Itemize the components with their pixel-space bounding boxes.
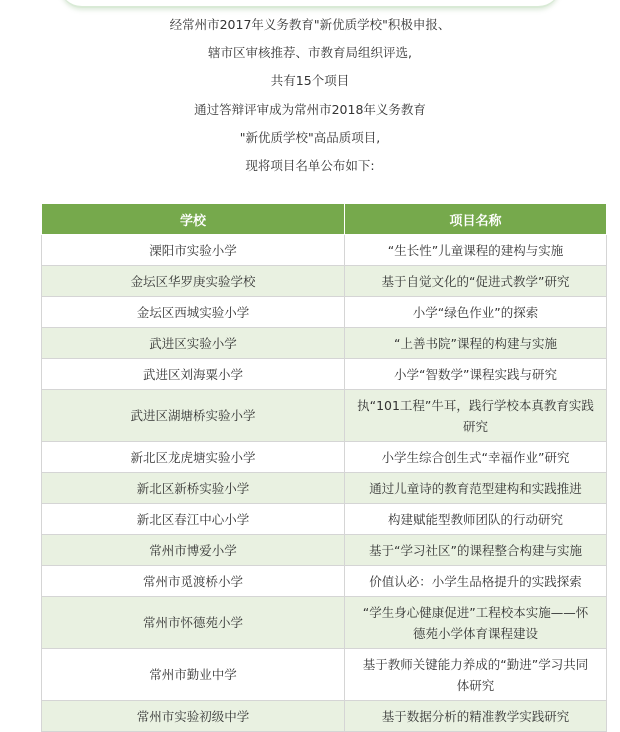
project-cell: 通过儿童诗的教育范型建构和实践推进	[345, 473, 607, 504]
project-cell: 小学“智数学”课程实践与研究	[345, 359, 607, 390]
intro-text	[0, 11, 620, 180]
table-row	[42, 597, 607, 649]
table-row	[42, 390, 607, 442]
table-row	[42, 504, 607, 535]
table-row	[42, 473, 607, 504]
school-cell: 常州市觅渡桥小学	[42, 566, 345, 597]
column-header-project: 项目名称	[345, 204, 607, 235]
project-cell: “上善书院”课程的构建与实施	[345, 328, 607, 359]
table-row	[42, 566, 607, 597]
intro-line: 通过答辩评审成为常州市2018年义务教育	[194, 101, 426, 117]
school-cell: 新北区龙虎塘实验小学	[42, 442, 345, 473]
project-cell: 小学“绿色作业”的探索	[345, 297, 607, 328]
school-cell: 武进区刘海粟小学	[42, 359, 345, 390]
project-cell: “学生身心健康促进”工程校本实施——怀德苑小学体育课程建设	[345, 597, 607, 649]
table-row	[42, 535, 607, 566]
table-row	[42, 297, 607, 328]
column-header-school: 学校	[42, 204, 345, 235]
project-cell: 基于教师关键能力养成的“勤进”学习共同体研究	[345, 649, 607, 701]
intro-line: 现将项目名单公布如下:	[245, 157, 375, 173]
project-cell: 基于数据分析的精准教学实践研究	[345, 701, 607, 732]
intro-line: 辖市区审核推荐、市教育局组织评选,	[208, 45, 412, 61]
table-row	[42, 701, 607, 732]
school-cell: 金坛区华罗庚实验学校	[42, 266, 345, 297]
table-row	[42, 328, 607, 359]
project-cell: 基于“学习社区”的课程整合构建与实施	[345, 535, 607, 566]
school-cell: 武进区实验小学	[42, 328, 345, 359]
school-cell: 溧阳市实验小学	[42, 235, 345, 266]
school-cell: 常州市怀德苑小学	[42, 597, 345, 649]
school-cell: 常州市实验初级中学	[42, 701, 345, 732]
project-cell: 基于自觉文化的“促进式教学”研究	[345, 266, 607, 297]
intro-line: "新优质学校"高品质项目,	[239, 129, 381, 145]
project-cell: 构建赋能型教师团队的行动研究	[345, 504, 607, 535]
table-row	[42, 266, 607, 297]
school-cell: 新北区新桥实验小学	[42, 473, 345, 504]
top-decoration-arc	[60, 0, 560, 8]
school-cell: 武进区湖塘桥实验小学	[42, 390, 345, 442]
project-cell: 价值认必：小学生品格提升的实践探索	[345, 566, 607, 597]
school-cell: 金坛区西城实验小学	[42, 297, 345, 328]
table-row	[42, 235, 607, 266]
project-table	[41, 203, 607, 732]
table-row	[42, 442, 607, 473]
table-row	[42, 359, 607, 390]
school-cell: 常州市博爱小学	[42, 535, 345, 566]
school-cell: 常州市勤业中学	[42, 649, 345, 701]
project-cell: “生长性”儿童课程的建构与实施	[345, 235, 607, 266]
project-table-wrapper	[41, 203, 606, 732]
table-header-row	[42, 204, 607, 235]
intro-line: 经常州市2017年义务教育"新优质学校"积极申报、	[169, 17, 451, 32]
school-cell: 新北区春江中心小学	[42, 504, 345, 535]
intro-line: 共有15个项目	[270, 73, 350, 89]
table-body	[42, 235, 607, 732]
project-cell: 执“101工程”牛耳，践行学校本真教育实践研究	[345, 390, 607, 442]
project-cell: 小学生综合创生式“幸福作业”研究	[345, 442, 607, 473]
table-row	[42, 649, 607, 701]
